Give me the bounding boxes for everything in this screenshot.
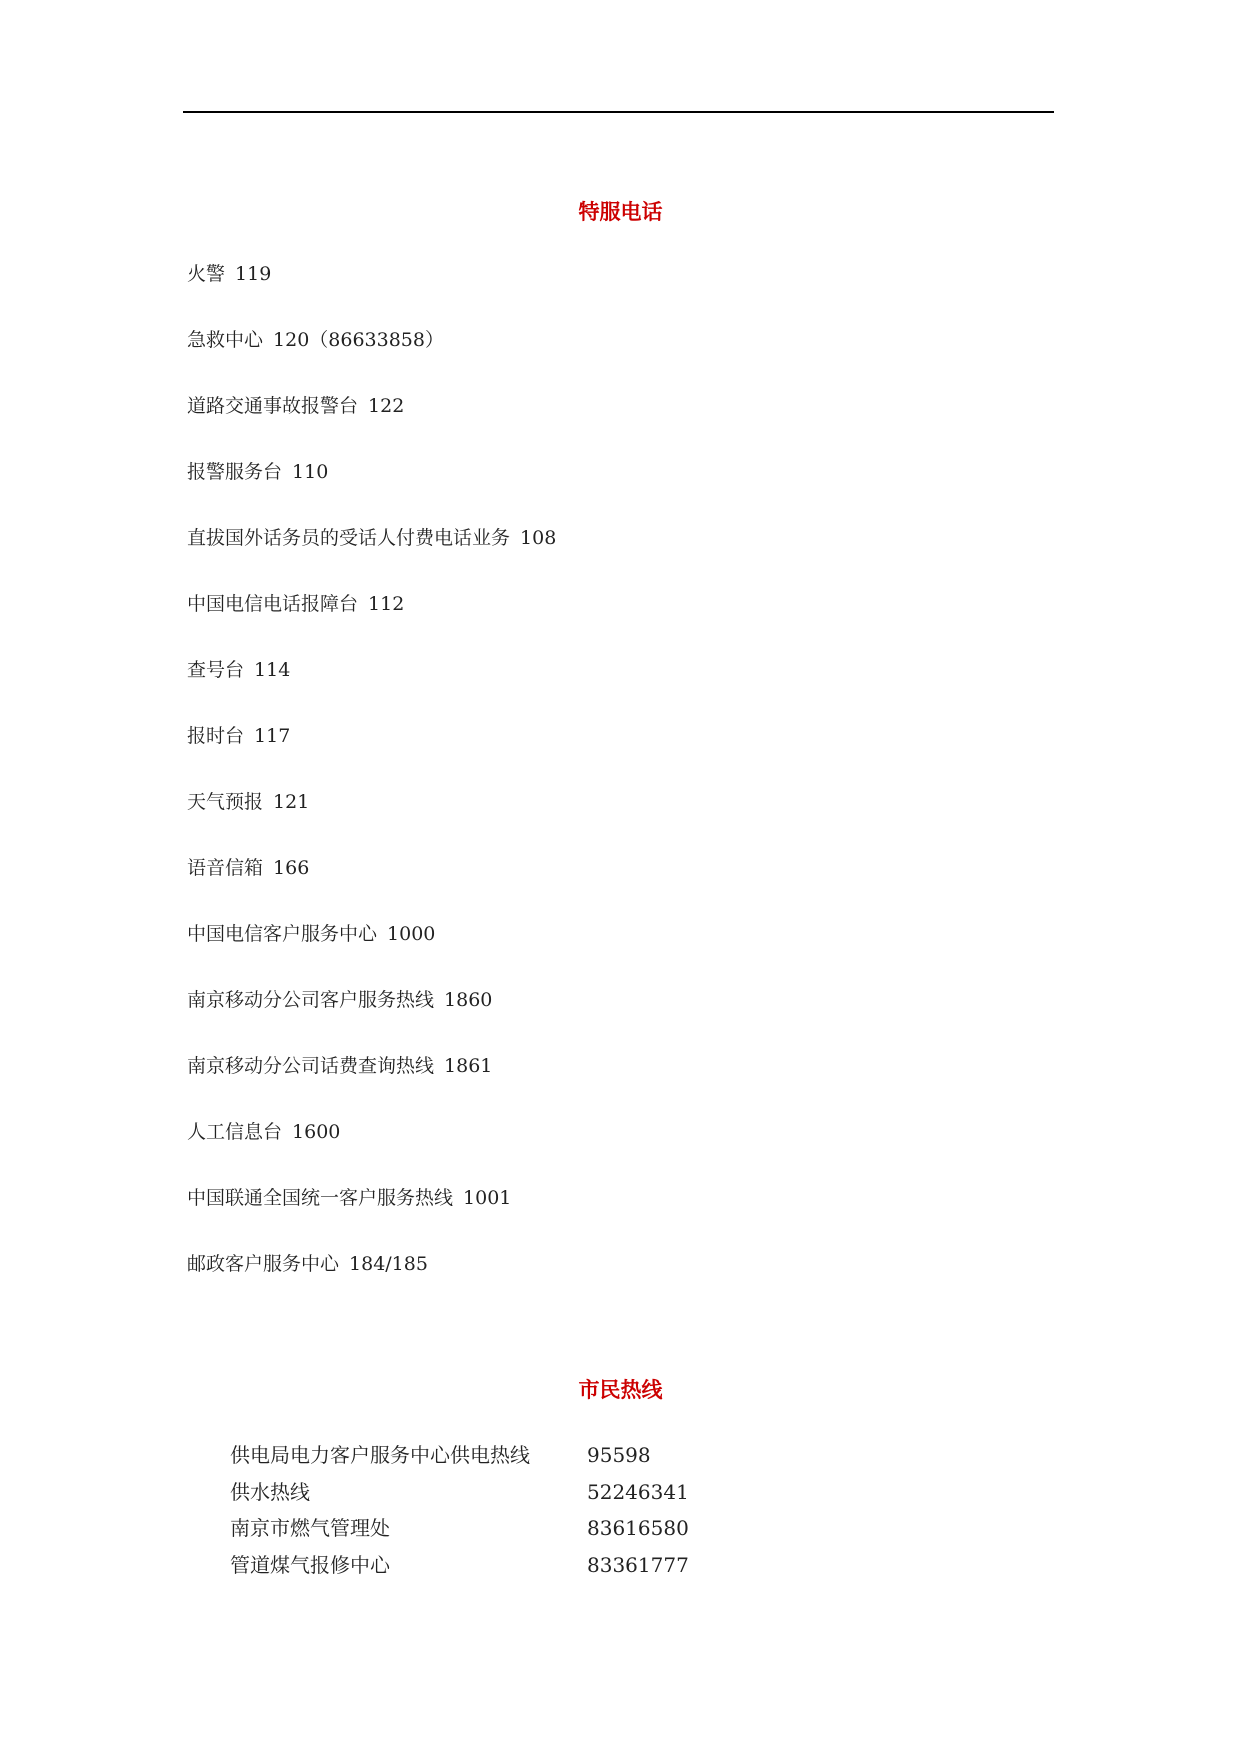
- service-name: 报警服务台: [187, 461, 283, 483]
- hotline-name: 供水热线: [230, 1479, 310, 1504]
- table-row: [230, 1437, 689, 1474]
- list-item: [187, 1248, 556, 1314]
- list-item: [187, 324, 556, 390]
- hotline-name: 供电局电力客户服务中心供电热线: [230, 1443, 530, 1468]
- service-number: 1861: [444, 1055, 493, 1077]
- service-number: 1860: [444, 989, 493, 1011]
- special-section-title: 特服电话: [578, 200, 663, 224]
- service-number: 114: [254, 659, 291, 681]
- table-row: [230, 1474, 689, 1511]
- hotline-number: 83361777: [587, 1552, 689, 1577]
- list-item: [187, 654, 556, 720]
- service-number: 110: [292, 461, 329, 483]
- special-section-title-wrap: [0, 196, 1241, 226]
- service-name: 人工信息台: [187, 1121, 283, 1143]
- service-name: 天气预报: [187, 791, 264, 813]
- list-item: [187, 456, 556, 522]
- list-item: [187, 588, 556, 654]
- list-item: [187, 852, 556, 918]
- list-item: [187, 258, 556, 324]
- list-item: [187, 720, 556, 786]
- special-numbers-list: [187, 258, 556, 1314]
- service-name: 道路交通事故报警台: [187, 395, 359, 417]
- service-number: 117: [254, 725, 291, 747]
- list-item: [187, 1182, 556, 1248]
- table-row: [230, 1510, 689, 1547]
- service-number: 166: [273, 857, 310, 879]
- service-name: 南京移动分公司话费查询热线: [187, 1055, 435, 1077]
- list-item: [187, 984, 556, 1050]
- service-number: 120（86633858）: [273, 329, 444, 351]
- citizen-section-title: 市民热线: [578, 1378, 663, 1402]
- list-item: [187, 390, 556, 456]
- service-number: 121: [273, 791, 310, 813]
- list-item: [187, 522, 556, 588]
- list-item: [187, 1116, 556, 1182]
- service-name: 中国电信电话报障台: [187, 593, 359, 615]
- service-number: 119: [235, 263, 272, 285]
- hotline-number: 95598: [587, 1443, 651, 1468]
- header-rule: [183, 111, 1054, 113]
- service-name: 中国电信客户服务中心: [187, 923, 378, 945]
- service-number: 1600: [292, 1121, 341, 1143]
- hotline-name: 南京市燃气管理处: [230, 1516, 390, 1541]
- service-name: 查号台: [187, 659, 245, 681]
- hotline-name: 管道煤气报修中心: [230, 1552, 390, 1577]
- service-number: 1001: [463, 1187, 512, 1209]
- service-number: 122: [368, 395, 405, 417]
- hotline-number: 83616580: [587, 1516, 689, 1541]
- service-number: 108: [520, 527, 557, 549]
- service-number: 1000: [387, 923, 436, 945]
- list-item: [187, 1050, 556, 1116]
- service-number: 112: [368, 593, 405, 615]
- list-item: [187, 786, 556, 852]
- service-name: 报时台: [187, 725, 245, 747]
- service-name: 火警: [187, 263, 226, 285]
- list-item: [187, 918, 556, 984]
- service-name: 急救中心: [187, 329, 264, 351]
- hotline-number: 52246341: [587, 1479, 689, 1504]
- service-name: 中国联通全国统一客户服务热线: [187, 1187, 454, 1209]
- service-name: 邮政客户服务中心: [187, 1253, 340, 1275]
- citizen-hotline-table: [230, 1437, 689, 1583]
- service-name: 直拔国外话务员的受话人付费电话业务: [187, 527, 511, 549]
- service-name: 南京移动分公司客户服务热线: [187, 989, 435, 1011]
- table-row: [230, 1547, 689, 1584]
- service-name: 语音信箱: [187, 857, 264, 879]
- service-number: 184/185: [349, 1253, 428, 1275]
- citizen-section-title-wrap: [0, 1374, 1241, 1404]
